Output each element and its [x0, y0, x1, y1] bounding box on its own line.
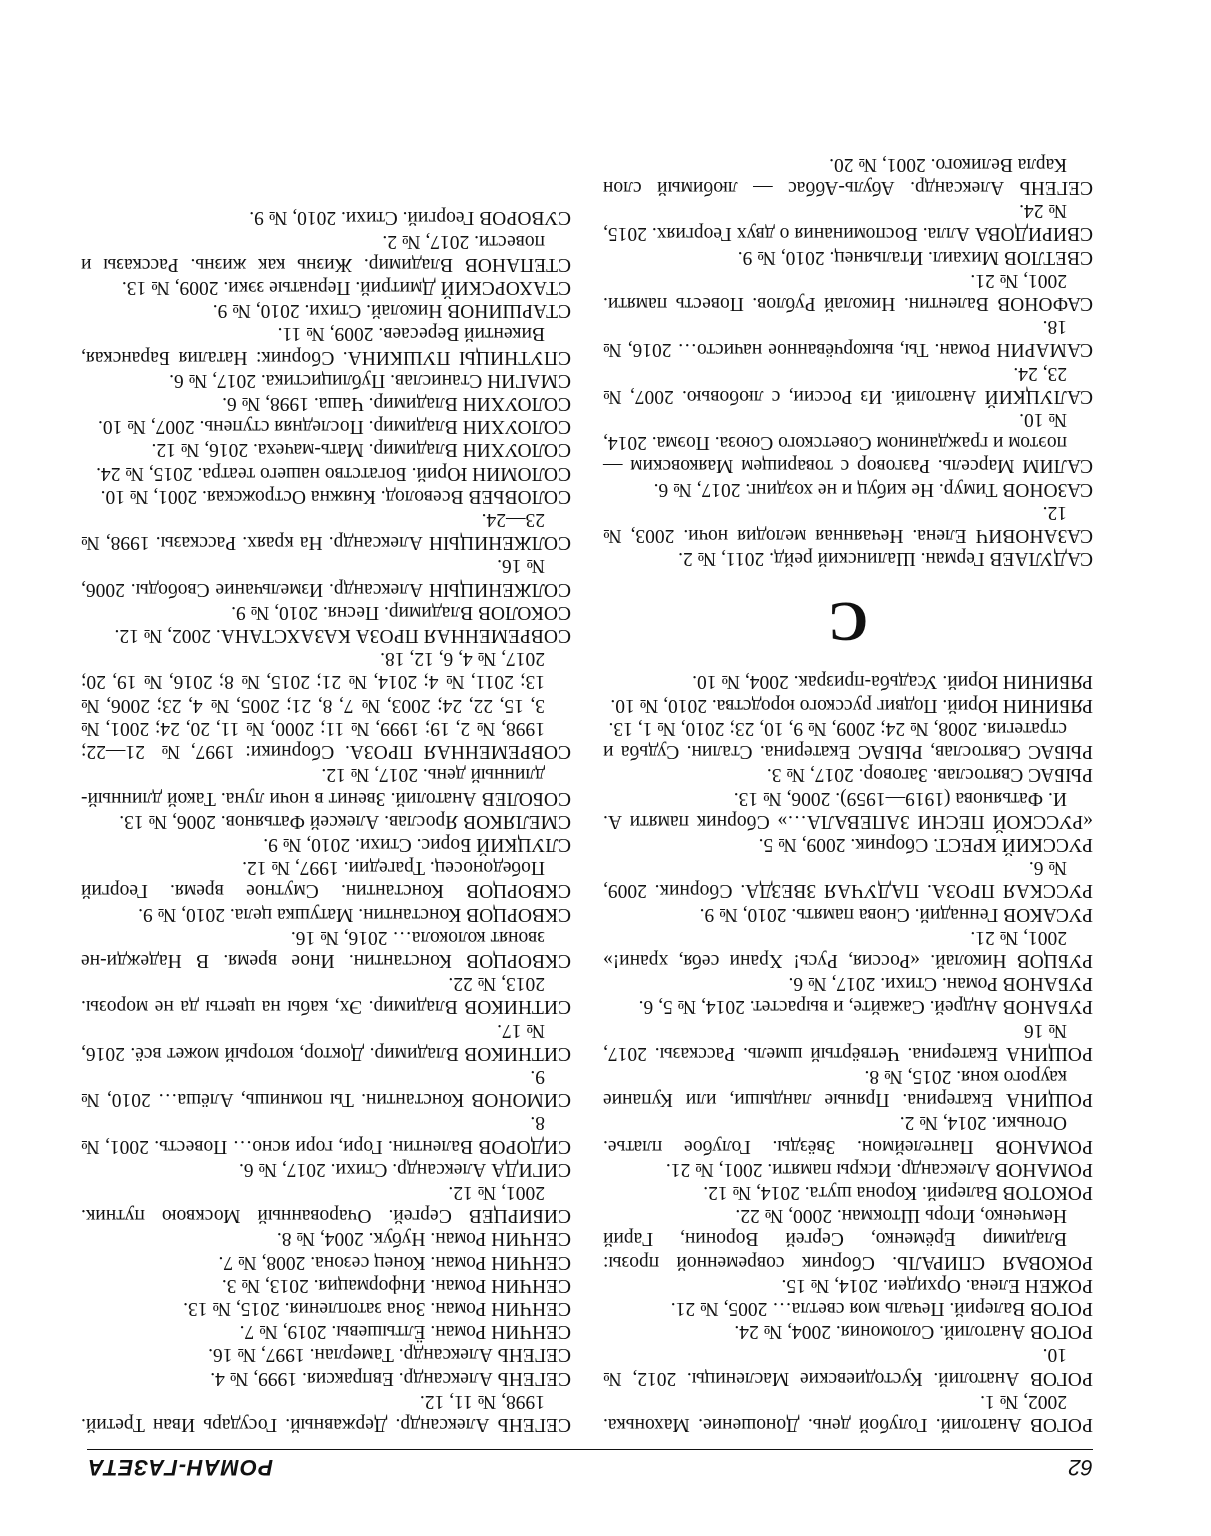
index-entry: РОКОВАЯ СПИРАЛЬ. Сборник современной прозы: Владимир Ерёменко, Сергей Воронин, Гарий Немченко, Игорь Штокман. 2000, № 22.: [603, 1205, 1093, 1273]
left-entries: [603, 670, 1093, 1436]
index-entry: СИГИДА Александр. Стихи. 2017, № 6.: [238, 1158, 571, 1180]
index-entry: РЫБАС Святослав, РЫБАС Екатерина. Сталин. Судьба и стратегия. 2008, № 24; 2009, № 9, 10, 23; 2010, № 1, 13.: [603, 717, 1093, 763]
index-entry: СКВОРЦОВ Константин. Смутное время. Георгий Победоносец. Трагедии. 1997, № 12.: [81, 857, 571, 902]
page-header: [87, 1449, 1093, 1480]
index-entry: РОЩИНА Екатерина. Четвёртый шмель. Рассказы. 2017, № 16: [603, 1019, 1093, 1064]
index-entry: САЗАНОВИЧ Елена. Нечаянная мелодия ночи. 2003, № 12.: [603, 501, 1093, 547]
index-entry: СТЕПАНОВ Владимир. Жизнь как жизнь. Рассказы и повести. 2017, № 2.: [81, 230, 571, 275]
index-entry: РУБЦОВ Николай. «Россия, Русь! Храни себя, храни!» 2001, № 21.: [603, 926, 1093, 971]
index-entry: СУВОРОВ Георгий. Стихи. 2010, № 9.: [249, 207, 571, 229]
index-entry: СТАХОРСКИЙ Дмитрий. Пернатые зэки. 2009, № 13.: [121, 277, 571, 299]
index-entry: СОЛОУХИН Владимир. Мать-мачеха. 2016, № 12.: [151, 439, 571, 461]
index-entry: СОЛОУХИН Владимир. Чаша. 1998, № 6.: [222, 393, 571, 415]
index-entry: СКВОРЦОВ Константин. Иное время. В Надежди-не звонят колокола… 2016, № 16.: [81, 926, 571, 971]
index-entry: «РУССКОЙ ПЕСНИ ЗАПЕВАЛА…» Сборник памяти А. И. Фатьянова (1919—1959). 2006, № 13.: [603, 787, 1093, 832]
index-entry: СЕНЧИН Роман. Конец сезона. 2008, № 7.: [218, 1251, 571, 1273]
index-entry: СОВРЕМЕННАЯ ПРОЗА. Сборники: 1997, № 21—22; 1998, № 2, 19; 1999, № 11; 2000, № 11, 20, 24; 2001, № 3, 15, 22, 24; 2003, № 7, 8, 21; 2005, № 4, 23; 2006, № 13; 2011, № 4; 2014, № 21; 2015, № 8; 2016, № 19, 20; 2017, № 4, 6, 12, 18.: [81, 648, 571, 763]
index-entry: САЛИМ Марсель. Разговор с товарищем Маяковским — поэтом и гражданином Советского Союза. Поэма. 2014, № 10.: [603, 409, 1093, 477]
index-entry: СМАГИН Станислав. Публицистика. 2017, № 6.: [169, 369, 571, 391]
section-letter: С: [827, 590, 869, 653]
magazine-title: РОМАН-ГАЗЕТА: [87, 1455, 273, 1480]
index-entry: РОГОВ Валерий. Печаль моя светла… 2005, № 21.: [670, 1297, 1093, 1319]
index-entry: СЛУЦКИЙ Борис. Стихи. 2010, № 9.: [263, 833, 571, 855]
index-entry: РУБАНОВ Роман. Стихи. 2017, № 6.: [788, 973, 1093, 995]
index-entry: СОЛОУХИН Владимир. Последняя ступень. 2007, № 10.: [98, 416, 571, 438]
index-entry: РОМАНОВ Пантелеймон. Звёзды. Голубое платье. Огоньки. 2014, № 2.: [603, 1112, 1093, 1157]
index-entry: СЕНЧИН Роман. Нубук. 2004, № 8.: [276, 1228, 571, 1250]
page-number: 62: [1068, 1455, 1093, 1480]
index-entry: РОМАНОВ Александр. Искры памяти. 2001, № 21.: [665, 1158, 1093, 1180]
index-entry: СОВРЕМЕННАЯ ПРОЗА КАЗАХСТАНА. 2002, № 12.: [114, 625, 571, 647]
index-entry: СЕГЕНЬ Александр. Евпраксия. 1999, № 4.: [210, 1367, 571, 1389]
index-entry: СЕГЕНЬ Александр. Абуль-Аббас — любимый слон Карла Великого. 2001, № 20.: [603, 153, 1093, 199]
index-entry: СОБОЛЕВ Анатолий. Звенит в ночи луна. Такой длинный-длинный день. 2017, № 12.: [81, 764, 571, 809]
index-entry: РУССКАЯ ПРОЗА. ПАДУЧАЯ ЗВЕЗДА. Сборник. 2009, № 6.: [603, 857, 1093, 902]
index-entry: САМАРИН Роман. Ты, выкорчёванное начисто… 2016, № 18.: [603, 316, 1093, 361]
index-entry: СЕНЧИН Роман. Информация. 2013, № 3.: [221, 1274, 571, 1296]
section-c-entries: [603, 153, 1093, 571]
index-entry: СИДОРОВ Валентин. Гори, гори ясно… Повесть. 2001, № 8.: [81, 1112, 571, 1157]
index-entry: САЛУЦКИЙ Анатолий. Из России, с любовью. 2007, № 23, 24.: [603, 362, 1093, 407]
index-entry: РЫБАС Святослав. Заговор. 2017, № 3.: [766, 764, 1093, 786]
index-entry: РОГОВ Анатолий. Соломония. 2004, № 24.: [734, 1321, 1093, 1343]
index-entry: СЕГЕНЬ Александр. Тамерлан. 1997, № 16.: [208, 1344, 571, 1366]
index-entry: СЕГЕНЬ Александр. Державный. Государь Иван Третий. 1998, № 11, 12.: [81, 1390, 571, 1435]
index-entry: СОЛЖЕНИЦЫН Александр. Измельчание Свободы. 2006, № 16.: [81, 555, 571, 600]
index-entry: СВИРИДОВА Алла. Воспоминания о двух Георгиях. 2015, № 24.: [603, 200, 1093, 245]
index-entry: СОЛЖЕНИЦЫН Александр. На краях. Рассказы. 1998, № 23—24.: [81, 509, 571, 554]
index-entry: СОЛОМИН Юрий. Богатство нашего театра. 2015, № 24.: [96, 462, 571, 484]
index-entry: САЗОНОВ Тимур. Не кибуц и не хоздинг. 2017, № 6.: [653, 478, 1093, 500]
index-entry: СПУТНИЦЫ ПУШКИНА. Сборник: Наталия Баранская, Викентий Вересаев. 2009, № 11.: [81, 323, 571, 368]
index-entry: РУССКИЙ КРЕСТ. Сборник. 2009, № 5.: [758, 833, 1093, 855]
index-entry: СМЕЛЯКОВ Ярослав. Алексей Фатьянов. 2006, № 13.: [119, 810, 571, 832]
index-entry: СКВОРЦОВ Константин. Матушка цела. 2010, № 9.: [138, 903, 571, 925]
index-entry: РОГОВ Анатолий. Кустодиевские Масленицы. 2012, № 10.: [603, 1344, 1093, 1389]
index-entry: РОЖЕН Елена. Орхидеи. 2014, № 15.: [781, 1274, 1093, 1296]
index-entry: РУБАНОВ Андрей. Сажайте, и вырастет. 2014, № 5, 6.: [638, 996, 1093, 1018]
index-entry: СИТНИКОВ Владимир. Эх, кабы на цветы да не морозы. 2013, № 22.: [81, 973, 571, 1018]
index-entry: САДУЛАЕВ Герман. Шалинский рейд. 2011, № 2.: [678, 548, 1093, 570]
index-entry: СОЛОВЬЕВ Всеволод. Княжна Острожская. 2001, № 10.: [100, 485, 571, 507]
index-entry: СОКОЛОВ Владимир. Песня. 2010, № 9.: [231, 601, 571, 623]
index-entry: СТАРШИНОВ Николай. Стихи. 2010, № 9.: [212, 300, 571, 322]
index-entry: РОЩИНА Екатерина. Пряные ландыши, или Купание каурого коня. 2015, № 8.: [603, 1065, 1093, 1111]
index-entry: РОКОТОВ Валерий. Корона шута. 2014, № 12.: [703, 1181, 1093, 1203]
index-entry: СЕНЧИН Роман. Зона затопления. 2015, № 13.: [183, 1297, 571, 1319]
index-entry: СИТНИКОВ Владимир. Доктор, который может всё. 2016, № 17.: [81, 1019, 571, 1064]
index-entry: РУСАКОВ Геннадий. Снова память. 2010, № 9.: [699, 903, 1093, 925]
index-entry: РЯБИНИН Юрий. Подвиг русского юродства. 2010, № 10.: [610, 694, 1093, 716]
index-entry: РЯБИНИН Юрий. Усадьба-призрак. 2004, № 10.: [692, 671, 1093, 693]
right-column: [81, 206, 571, 1436]
index-entry: СИБИРЦЕВ Сергей. Очарованный Москвою путник. 2001, № 12.: [81, 1181, 571, 1227]
index-entry: СВЕТЛОВ Михаил. Итальянец. 2010, № 9.: [737, 246, 1093, 268]
right-entries: [81, 206, 571, 1436]
index-entry: СИМОНОВ Константин. Ты помнишь, Алёша… 2010, № 9.: [81, 1065, 571, 1111]
index-entry: СЕНЧИН Роман. Ёлтышевы. 2019, № 7.: [239, 1321, 571, 1343]
left-column: [603, 153, 1093, 1436]
index-entry: РОГОВ Анатолий. Голубой день. Доношение. Махонька. 2002, № 1.: [603, 1390, 1093, 1435]
index-entry: САФОНОВ Валентин. Николай Рублов. Повесть памяти. 2001, № 21.: [603, 269, 1093, 315]
